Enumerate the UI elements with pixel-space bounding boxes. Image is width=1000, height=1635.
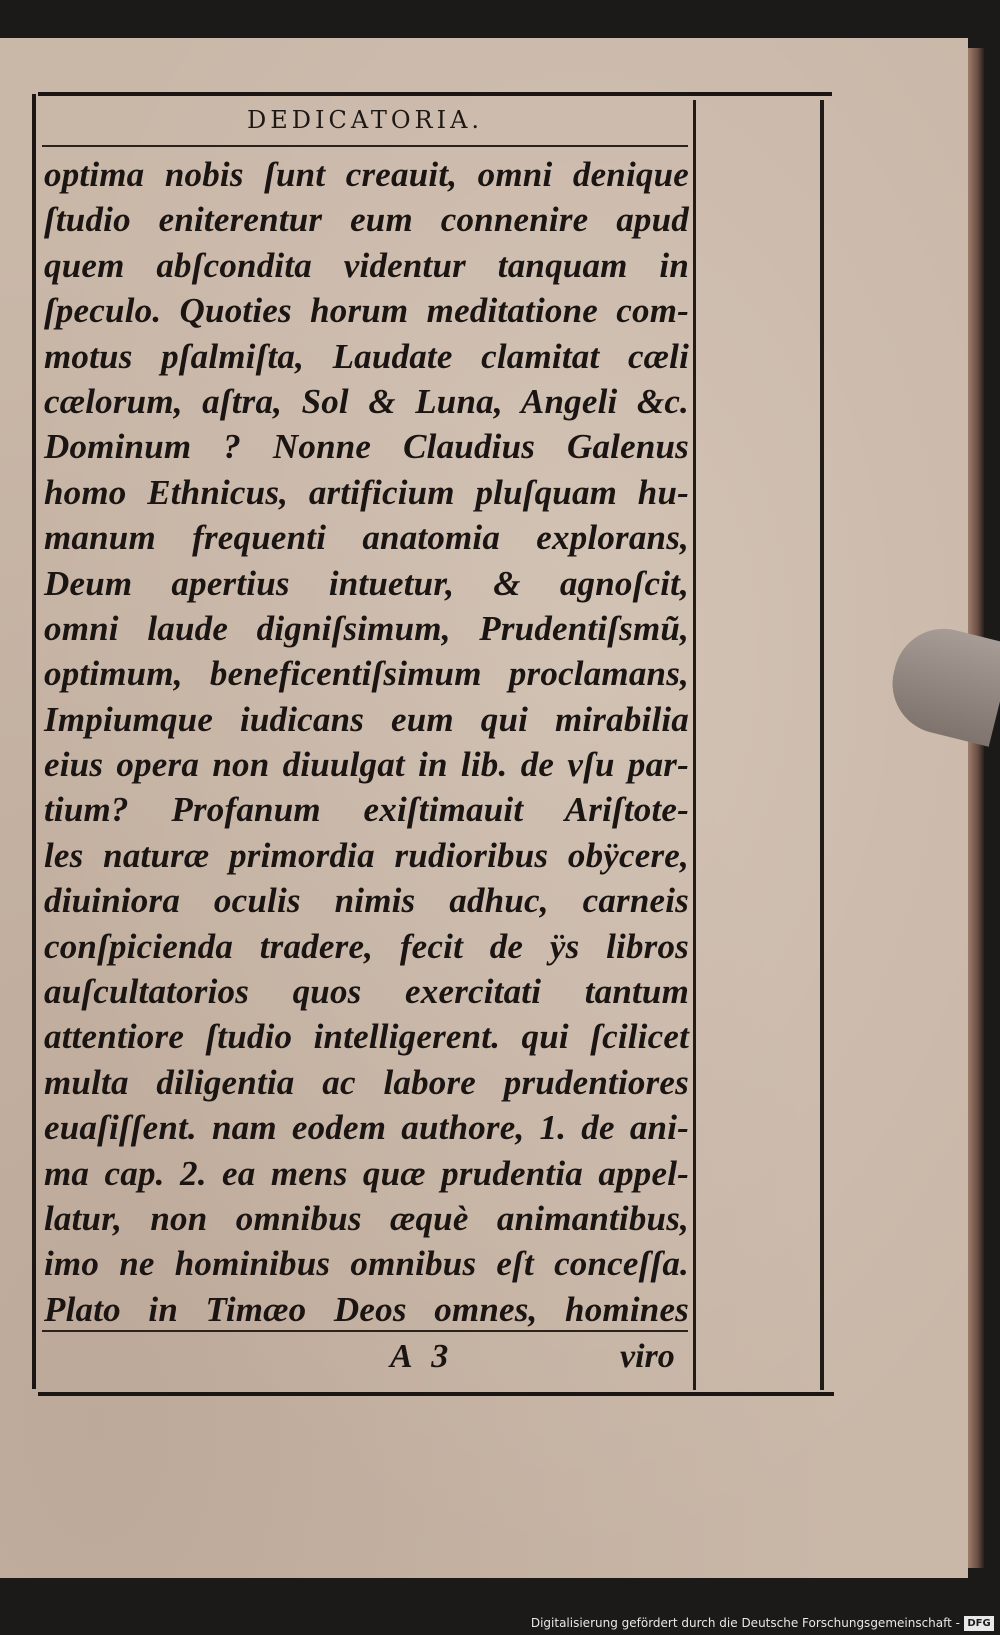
text-line: Dominum ? Nonne Claudius Galenus [44, 427, 689, 467]
text-line: omni laude digniſsimum, Prudentiſsmũ, [44, 608, 689, 648]
text-line: cælorum, aſtra, Sol & Luna, Angeli &c. [44, 381, 689, 421]
frame-rule-top [38, 92, 832, 96]
frame-rule-left [32, 94, 36, 1389]
text-line: homo Ethnicus, artificium pluſquam hu- [44, 472, 689, 512]
dfg-logo-icon: DFG [964, 1616, 994, 1631]
signature-mark: A 3 [390, 1338, 455, 1375]
header-rule [42, 145, 688, 147]
page-edge [968, 48, 984, 1568]
text-line: tium? Profanum exiſtimauit Ariſtote- [44, 790, 689, 830]
text-line: quem abſcondita videntur tanquam in [44, 245, 689, 285]
text-line: eius opera non diuulgat in lib. de vſu par- [44, 745, 689, 785]
text-line: conſpicienda tradere, fecit de ÿs libros [44, 926, 689, 966]
credit-text: Digitalisierung gefördert durch die Deutsche Forschungsgemeinschaft - [530, 1616, 960, 1630]
text-line: optima nobis ſunt creauit, omni denique [44, 155, 689, 194]
credit-bar [0, 1613, 1000, 1635]
text-line: latur, non omnibus æquè animantibus, [44, 1198, 689, 1238]
text-line: motus pſalmiſta, Laudate clamitat cæli [44, 336, 689, 376]
text-block [44, 152, 689, 1332]
text-line: optimum, beneficentiſsimum proclamans, [44, 654, 689, 694]
catchword: viro [620, 1338, 675, 1375]
text-line: multa diligentia ac labore prudentiores [44, 1062, 689, 1102]
text-line: euaſiſſent. nam eodem authore, 1. de ani- [44, 1108, 689, 1148]
text-line: ſpeculo. Quoties horum meditatione com- [44, 291, 689, 331]
text-line: Impiumque iudicans eum qui mirabilia [44, 699, 689, 739]
text-line: auſcultatorios quos exercitati tantum [44, 972, 689, 1012]
text-line: les naturæ primordia rudioribus obÿcere, [44, 835, 689, 875]
text-line: diuiniora oculis nimis adhuc, carneis [44, 881, 689, 921]
frame-rule-bottom [38, 1392, 834, 1396]
frame-rule-inner-right [693, 100, 696, 1390]
text-line: ſtudio eniterentur eum connenire apud [44, 200, 689, 240]
text-line: Plato in Timæo Deos omnes, homines [44, 1289, 689, 1329]
text-line: attentiore ſtudio intelligerent. qui ſcilicet [44, 1017, 689, 1057]
frame-rule-outer-right [820, 100, 824, 1390]
running-head: DEDICATORIA. [246, 106, 484, 134]
text-line: Deum apertius intuetur, & agnoſcit, [44, 563, 689, 603]
text-line: ma cap. 2. ea mens quæ prudentia appel- [44, 1153, 689, 1193]
text-line: imo ne hominibus omnibus eſt conceſſa. [44, 1244, 689, 1284]
text-line: manum frequenti anatomia explorans, [44, 518, 689, 558]
